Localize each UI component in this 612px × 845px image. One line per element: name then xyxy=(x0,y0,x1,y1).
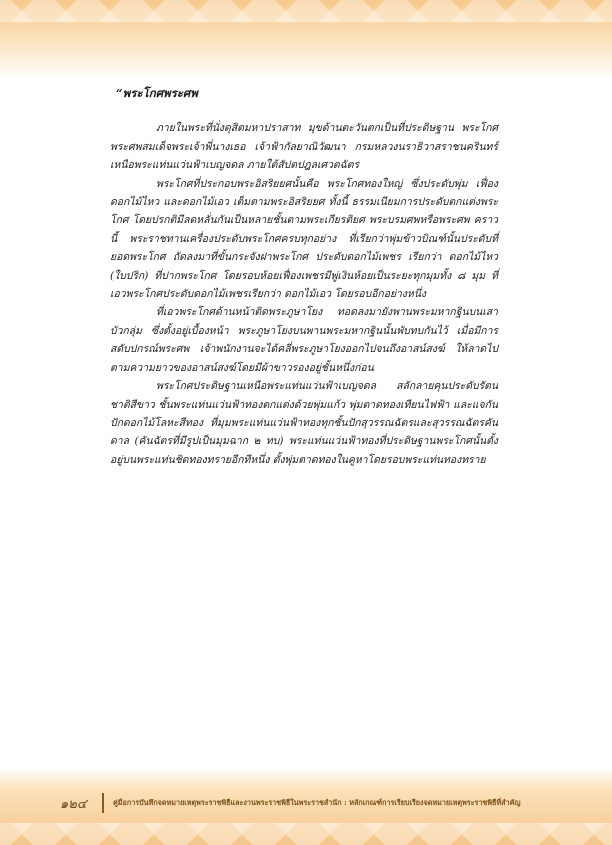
page-number: ๑๒๔ xyxy=(60,796,87,812)
footer-chevron-pattern xyxy=(0,823,612,845)
paragraph-3: ที่เอวพระโกศด้านหน้าติดพระภูษาโยง ทอดลงมายังพานพระมหากฐินบนเสาบัวกลุ่ม ซึ่งตั้งอยู่เบื้องหน้า พระภูษาโยงบนพานพระมหากฐินนั้นพับทบกันไว้ เมื่อมีการสดับปกรณ์พระศพ เจ้าพนักงานจะได้คลี่พระภูษาโยงออกไปจนถึงอาสน์สงฆ์ ให้ลาดไปตามความยาวของอาสน์สงฆ์โดยมีผ้าขาวรองอยู่ชั้นหนึ่งก่อน xyxy=(110,306,498,374)
header-decorative-band xyxy=(0,0,612,78)
paragraph-1: ภายในพระที่นั่งดุสิตมหาปราสาท มุขด้านตะวันตกเป็นที่ประดิษฐาน พระโกศพระศพสมเด็จพระเจ้าพี่นางเธอ เจ้าฟ้ากัลยาณิวัฒนา กรมหลวงนราธิวาสราชนครินทร์ เหนือพระแท่นแว่นฟ้าเบญจดล ภายใต้สัปตปฎลเศวตฉัตร xyxy=(110,122,498,172)
paragraph-4: พระโกศประดิษฐานเหนือพระแท่นแว่นฟ้าเบญจดล สลักลายคุนประดับรัตนชาติสีขาว ชั้นพระแท่นแว่นฟ้าทองตกแต่งด้วยพุ่มแก้ว พุ่มตาดทองเทียนไฟฟ้า และแจกันปักดอกไม้โลหะสีทอง ที่มุมพระแท่นแว่นฟ้าทองทุกชั้นปักสุวรรณฉัตรและสุวรรณฉัตรคันดาล (คันฉัตรที่มีรูปเป็นมุมฉาก ๒ ทบ) พระแท่นแว่นฟ้าทองที่ประดิษฐานพระโกศนั้นตั้งอยู่บนพระแท่นชิดทองทรายอีกทีหนึ่ง ตั้งพุ่มตาดทองในคูหาโดยรอบพระแท่นทองทราย xyxy=(110,380,498,466)
paragraph-2: พระโกศที่ประกอบพระอิสริยยศนั้นคือ พระโกศทองใหญ่ ซึ่งประดับพุ่ม เฟื่อง ดอกไม้ไหว และดอกไม้เอว เต็มตามพระอิสริยยศ ทั้งนี้ ธรรมเนียมการประดับตกแต่งพระโกศ โดยปรกติมีลดหลั่นกันเป็นหลายชั้นตามพระเกียรติยศ พระบรมศพหรือพระศพ คราวนี้ พระราชทานเครื่องประดับพระโกศครบทุกอย่าง ที่เรียกว่าพุ่มข้าวบิณฑ์นั้นประดับที่ยอดพระโกศ ถัดลงมาที่ขั้นกระจังฝาพระโกศ ประดับดอกไม้เพชร เรียกว่า ดอกไม้ไหว (ใบปริก) ที่ปากพระโกศ โดยรอบห้อยเฟื่องเพชรมีพู่เงินห้อยเป็นระยะทุกมุมทั้ง ๘ มุม ที่เอวพระโกศประดับดอกไม้เพชรเรียกว่า ดอกไม้เอว โดยรอบอีกอย่างหนึ่ง xyxy=(110,177,498,301)
page-footer xyxy=(60,792,520,814)
page-content xyxy=(110,84,498,469)
section-heading: “พระโกศพระศพ xyxy=(116,86,198,100)
footer-divider xyxy=(102,793,104,813)
footer-title: คู่มือการบันทึกจดหมายเหตุพระราชพิธีและงานพระราชพิธีในพระราชสำนัก : หลักเกณฑ์การเรียบเรียงจดหมายเหตุพระราชพิธีที่สำคัญ xyxy=(113,797,521,807)
header-chevron-pattern xyxy=(0,0,612,22)
